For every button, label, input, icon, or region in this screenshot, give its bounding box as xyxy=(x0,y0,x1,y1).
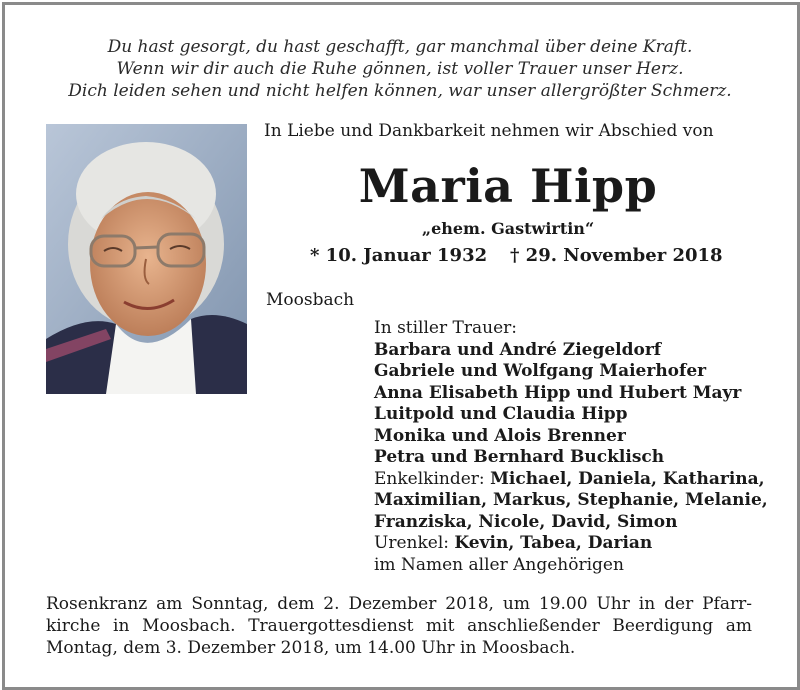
mourner-family: Anna Elisabeth Hipp und Hubert Mayr xyxy=(374,382,742,403)
mourner-family: Monika und Alois Brenner xyxy=(374,425,626,446)
great-grandchildren-label: Urenkel: xyxy=(374,533,449,553)
mourner-family: Gabriele und Wolfgang Maierhofer xyxy=(374,361,707,381)
funeral-line: Montag, dem 3. Dezember 2018, um 14.00 Uhr in Moosbach. xyxy=(46,638,576,658)
farewell-intro: In Liebe und Dankbarkeit nehmen wir Abschied von xyxy=(264,121,714,141)
grandchildren-label: Enkelkinder: xyxy=(374,468,485,489)
poem-line: Wenn wir dir auch die Ruhe gönnen, ist voller Trauer unser Herz. xyxy=(116,59,684,79)
grandchildren-row xyxy=(374,469,774,491)
mourner-family: Luitpold und Claudia Hipp xyxy=(374,404,628,424)
funeral-line: Rosenkranz am Sonntag, dem 2. Dezember 2018, um 19.00 Uhr in der Pfarr- xyxy=(46,594,752,614)
mourners-heading: In stiller Trauer: xyxy=(374,318,517,338)
portrait-photo xyxy=(46,124,247,394)
poem-line: Du hast gesorgt, du hast geschafft, gar manchmal über deine Kraft. xyxy=(107,37,693,57)
great-grandchildren-names: Kevin, Tabea, Darian xyxy=(454,533,653,553)
poem-line: Dich leiden sehen und nicht helfen können, war unser allergrößter Schmerz. xyxy=(68,81,732,101)
mourners-closing: im Namen aller Angehörigen xyxy=(374,554,624,575)
funeral-details xyxy=(46,593,752,659)
great-grandchildren-row xyxy=(374,533,774,555)
mourner-family: Barbara und André Ziegeldorf xyxy=(374,339,662,360)
place-of-residence: Moosbach xyxy=(266,290,355,310)
deceased-name: Maria Hipp xyxy=(358,159,658,213)
birth-date: * 10. Januar 1932 xyxy=(310,245,488,266)
death-date: † 29. November 2018 xyxy=(510,245,723,266)
grandchildren-names: Franziska, Nicole, David, Simon xyxy=(374,511,678,532)
mourners-list xyxy=(374,318,774,576)
poem xyxy=(0,36,800,102)
deceased-occupation: „ehem. Gastwirtin“ xyxy=(421,219,595,238)
funeral-line: kirche in Moosbach. Trauergottesdienst mit anschließender Beerdigung am xyxy=(46,616,752,636)
grandchildren-names: Michael, Daniela, Katharina, xyxy=(490,468,765,489)
grandchildren-names: Maximilian, Markus, Stephanie, Melanie, xyxy=(374,490,768,510)
portrait-illustration xyxy=(46,124,247,394)
mourner-family: Petra und Bernhard Bucklisch xyxy=(374,447,665,467)
